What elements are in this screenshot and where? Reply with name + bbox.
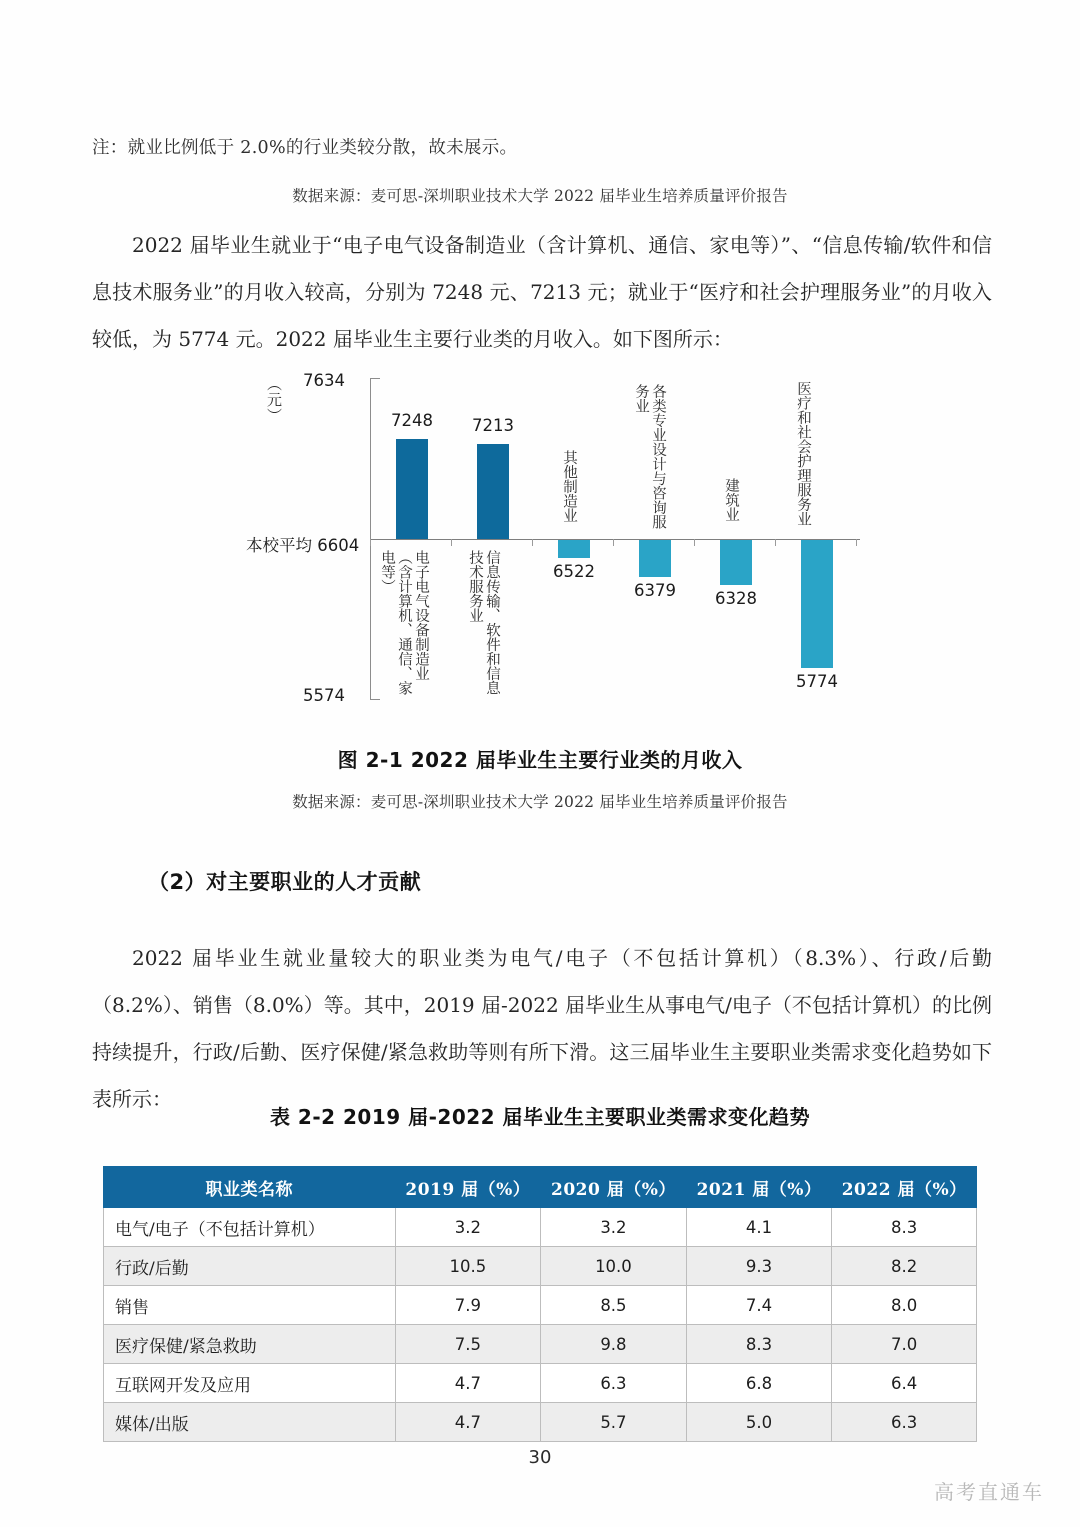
- cell-2019: 7.9: [395, 1286, 541, 1325]
- bar-value-1: 7248: [391, 411, 433, 430]
- monthly-income-bar-chart: [246, 368, 870, 718]
- col-header-2021: 2021 届（%）: [686, 1167, 832, 1208]
- category-label-3: 其他制造业: [561, 450, 577, 523]
- bar-healthcare-social-care: [801, 540, 833, 668]
- table-row: [104, 1247, 977, 1286]
- cell-2019: 7.5: [395, 1325, 541, 1364]
- cell-2022: 8.2: [832, 1247, 977, 1286]
- col-header-2022: 2022 届（%）: [832, 1167, 977, 1208]
- cell-2022: 6.3: [832, 1403, 977, 1442]
- bar-it-software-services: [477, 444, 509, 539]
- baseline-caption: 本校平均: [246, 536, 312, 555]
- axis-tick: [856, 539, 857, 546]
- col-header-2020: 2020 届（%）: [541, 1167, 687, 1208]
- category-label-4: 各类专业设计与咨询服务业: [633, 384, 666, 529]
- cell-occupation: 医疗保健/紧急救助: [104, 1325, 396, 1364]
- axis-tick: [451, 539, 452, 546]
- axis-tick: [775, 539, 776, 546]
- page-number: 30: [528, 1447, 552, 1468]
- bar-value-5: 6328: [715, 589, 757, 608]
- table-header-row: [104, 1167, 977, 1208]
- cell-2019: 4.7: [395, 1364, 541, 1403]
- cell-2022: 7.0: [832, 1325, 977, 1364]
- bar-other-manufacturing: [558, 540, 590, 558]
- category-label-2: 信息传输、软件和信息技术服务业: [467, 550, 500, 695]
- table-caption: 表 2-2 2019 届-2022 届毕业生主要职业类需求变化趋势: [269, 1105, 811, 1129]
- cell-occupation: 电气/电子（不包括计算机）: [104, 1208, 396, 1247]
- chart-baseline-axis: [370, 539, 860, 540]
- y-axis-unit-label: （元）: [265, 376, 283, 424]
- bar-construction: [720, 540, 752, 585]
- cell-occupation: 媒体/出版: [104, 1403, 396, 1442]
- watermark: 高考直通车: [934, 1480, 1044, 1504]
- paragraph-2: 2022 届毕业生就业量较大的职业类为电气/电子（不包括计算机）（8.3%）、行政/后勤（8.2%）、销售（8.0%）等。其中，2019 届-2022 届毕业生从事电气/电子（不包括计算机）的比例持续提升，行政/后勤、医疗保健/紧急救助等则有所下滑。这三届毕业生主要职业类需求变化趋势如下表所示：: [92, 946, 992, 1111]
- cell-2020: 8.5: [541, 1286, 687, 1325]
- y-tick-baseline: [246, 532, 359, 556]
- cell-2020: 10.0: [541, 1247, 687, 1286]
- paragraph-1: 2022 届毕业生就业于“电子电气设备制造业（含计算机、通信、家电等）”、“信息传输/软件和信息技术服务业”的月收入较高，分别为 7248 元、7213 元；就业于“医疗和社会护理服务业”的月收入较低，为 5774 元。2022 届毕业生主要行业类的月收入。如下图所示：: [92, 233, 992, 351]
- source-line-top: 数据来源：麦可思-深圳职业技术大学 2022 届毕业生培养质量评价报告: [292, 187, 788, 205]
- cell-2020: 5.7: [541, 1403, 687, 1442]
- axis-tick: [532, 539, 533, 546]
- cell-2020: 6.3: [541, 1364, 687, 1403]
- cell-2020: 3.2: [541, 1208, 687, 1247]
- bar-value-4: 6379: [634, 581, 676, 600]
- cell-occupation: 互联网开发及应用: [104, 1364, 396, 1403]
- note-text: 注：就业比例低于 2.0%的行业类较分散，故未展示。: [92, 138, 518, 158]
- y-tick-bottom: 5574: [303, 686, 345, 705]
- cell-2019: 10.5: [395, 1247, 541, 1286]
- cell-2021: 9.3: [686, 1247, 832, 1286]
- category-label-1: 电子电气设备制造业（含计算机、通信、家电等）: [379, 550, 429, 695]
- bar-professional-design-consulting: [639, 540, 671, 577]
- cell-2020: 9.8: [541, 1325, 687, 1364]
- cell-2021: 7.4: [686, 1286, 832, 1325]
- table-row: [104, 1208, 977, 1247]
- table-row: [104, 1325, 977, 1364]
- cell-2021: 8.3: [686, 1325, 832, 1364]
- cell-2019: 4.7: [395, 1403, 541, 1442]
- occupation-demand-table: [103, 1166, 977, 1442]
- cell-2019: 3.2: [395, 1208, 541, 1247]
- cell-occupation: 行政/后勤: [104, 1247, 396, 1286]
- chart-plot-area: [370, 378, 860, 698]
- cell-2021: 4.1: [686, 1208, 832, 1247]
- cell-occupation: 销售: [104, 1286, 396, 1325]
- axis-tick: [613, 539, 614, 546]
- figure-caption: 图 2-1 2022 届毕业生主要行业类的月收入: [337, 748, 743, 772]
- section-heading-2: （2）对主要职业的人才贡献: [148, 870, 422, 894]
- category-label-6: 医疗和社会护理服务业: [795, 381, 811, 526]
- bar-value-6: 5774: [796, 672, 838, 691]
- figure-source-line: 数据来源：麦可思-深圳职业技术大学 2022 届毕业生培养质量评价报告: [292, 793, 788, 811]
- cell-2022: 8.3: [832, 1208, 977, 1247]
- cell-2021: 6.8: [686, 1364, 832, 1403]
- bar-electronics-manufacturing: [396, 439, 428, 539]
- table-row: [104, 1286, 977, 1325]
- bar-value-2: 7213: [472, 416, 514, 435]
- cell-2021: 5.0: [686, 1403, 832, 1442]
- col-header-2019: 2019 届（%）: [395, 1167, 541, 1208]
- table-row: [104, 1364, 977, 1403]
- bar-value-3: 6522: [553, 562, 595, 581]
- y-tick-top: 7634: [303, 371, 345, 390]
- col-header-occupation: 职业类名称: [104, 1167, 396, 1208]
- axis-tick: [370, 539, 371, 546]
- table-row: [104, 1403, 977, 1442]
- category-label-5: 建筑业: [723, 478, 739, 522]
- cell-2022: 6.4: [832, 1364, 977, 1403]
- cell-2022: 8.0: [832, 1286, 977, 1325]
- axis-tick: [694, 539, 695, 546]
- y-tick-baseline-value: 6604: [317, 536, 360, 555]
